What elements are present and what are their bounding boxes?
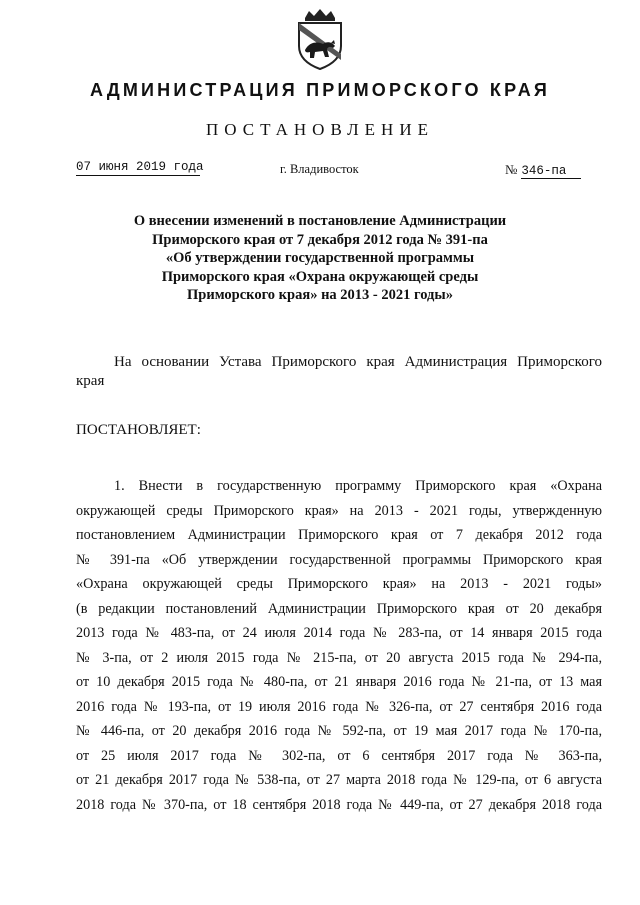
body-line: 1. Внести в государственную программу Приморского края «Охрана bbox=[114, 478, 602, 494]
document-city: г. Владивосток bbox=[280, 162, 359, 176]
title-line: «Об утверждении государственной программы bbox=[165, 250, 475, 266]
document-type: ПОСТАНОВЛЕНИЕ bbox=[205, 120, 434, 139]
title-line: Приморского края от 7 декабря 2012 года № 391-па bbox=[152, 231, 488, 248]
basis-word: основании bbox=[141, 354, 210, 370]
document-title bbox=[120, 212, 520, 305]
body-line: № 446-па, от 20 декабря 2016 года № 592-па, от 19 мая 2017 года № 170-па, bbox=[76, 723, 602, 739]
basis-word: Приморского bbox=[517, 354, 602, 370]
body-line: № 3-па, от 2 июля 2015 года № 215-па, от 20 августа 2015 года № 294-па, bbox=[76, 649, 602, 666]
basis-continuation: края bbox=[76, 373, 105, 389]
body-line: окружающей среды Приморского края» на 2013 - 2021 годы, утвержденную bbox=[76, 502, 602, 519]
body-line: 2018 года № 370-па, от 18 сентября 2018 года № 449-па, от 27 декабря 2018 года bbox=[76, 796, 602, 813]
title-line: О внесении изменений в постановление Администрации bbox=[133, 213, 507, 229]
basis-word: края bbox=[366, 354, 395, 370]
basis-word: На bbox=[114, 354, 132, 370]
basis-word: Приморского bbox=[271, 354, 357, 370]
body-line: от 21 декабря 2017 года № 538-па, от 27 марта 2018 года № 129-па, от 6 августа bbox=[76, 772, 602, 788]
organization-name: АДМИНИСТРАЦИЯ ПРИМОРСКОГО КРАЯ bbox=[89, 80, 551, 100]
body-text bbox=[76, 476, 602, 819]
title-line: Приморского края «Охрана окружающей среды bbox=[161, 268, 479, 285]
document-number bbox=[505, 161, 581, 179]
body-line: от 25 июля 2017 года № 302-па, от 6 сентября 2017 года № 363-па, bbox=[76, 747, 602, 764]
number-value: 346-па bbox=[521, 164, 581, 179]
body-line: 2016 года № 193-па, от 19 июля 2016 года № 326-па, от 27 сентября 2016 года bbox=[76, 698, 602, 715]
number-sign: № bbox=[505, 162, 518, 177]
body-line: (в редакции постановлений Администрации Приморского края от 20 декабря bbox=[76, 600, 602, 617]
basis-word: Администрация bbox=[404, 354, 508, 370]
title-line: Приморского края» на 2013 - 2021 годы» bbox=[187, 287, 453, 303]
body-line: № 391-па «Об утверждении государственной программы Приморского края bbox=[76, 551, 602, 568]
body-line: 2013 года № 483-па, от 24 июля 2014 года № 283-па, от 14 января 2015 года bbox=[76, 625, 602, 641]
decree-word: ПОСТАНОВЛЯЕТ: bbox=[76, 422, 201, 438]
body-line: от 10 декабря 2015 года № 480-па, от 21 января 2016 года № 21-па, от 13 мая bbox=[76, 674, 602, 690]
basis-word: Устава bbox=[219, 354, 262, 370]
basis-paragraph bbox=[76, 352, 602, 372]
body-line: постановлением Администрации Приморского края от 7 декабря 2012 года bbox=[76, 527, 602, 543]
body-line: «Охрана окружающей среды Приморского края» на 2013 - 2021 годы» bbox=[76, 576, 602, 592]
coat-of-arms-icon bbox=[293, 8, 347, 70]
document-date: 07 июня 2019 года bbox=[76, 160, 204, 174]
